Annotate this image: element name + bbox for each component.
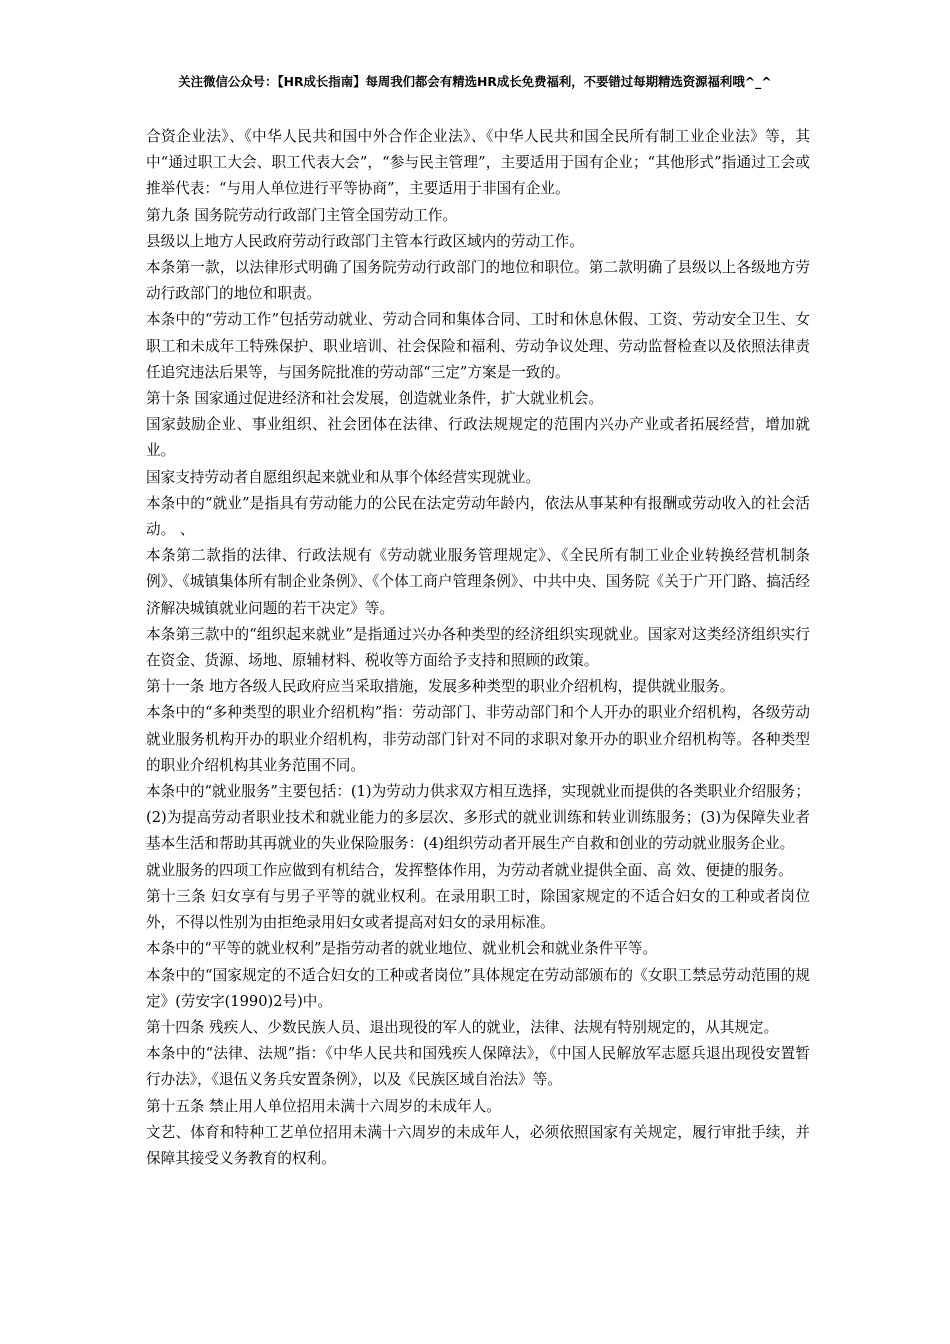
paragraph: 本条中的“就业”是指具有劳动能力的公民在法定劳动年龄内，依法从事某种有报酬或劳动收入的社会活动。 、 <box>146 494 810 539</box>
paragraph: 本条中的“就业服务”主要包括：(1)为劳动力供求双方相互选择，实现就业而提供的各类职业介绍服务；(2)为提高劳动者职业技术和就业能力的多层次、多形式的就业训练和转业训练服务；(3)为保障失业者基本生活和帮助其再就业的失业保险服务：(4)组织劳动者开展生产自救和创业的劳动就业服务企业。 <box>146 783 810 853</box>
paragraph: 合资企业法》、《中华人民共和国中外合作企业法》、《中华人民共和国全民所有制工业企业法》等，其中“通过职工大会、职工代表大会”，“参与民主管理”，主要适用于国有企业；“其他形式”指通过工会或推举代表：“与用人单位进行平等协商”，主要适用于非国有企业。 <box>146 128 810 198</box>
paragraph: 本条中的“多种类型的职业介绍机构”指：劳动部门、非劳动部门和个人开办的职业介绍机构，各级劳动就业服务机构开办的职业介绍机构，非劳动部门针对不同的求职对象开办的职业介绍机构等。各种类型的职业介绍机构其业务范围不同。 <box>146 704 810 774</box>
paragraph: 国家支持劳动者自愿组织起来就业和从事个体经营实现就业。 <box>146 468 541 486</box>
paragraph: 文艺、体育和特种工艺单位招用未满十六周岁的未成年人，必须依照国家有关规定，履行审批手续，并保障其接受义务教育的权利。 <box>146 1123 810 1167</box>
paragraph: 就业服务的四项工作应做到有机结合，发挥整体作用，为劳动者就业提供全面、高 效、便捷的服务。 <box>146 861 793 879</box>
paragraph: 国家鼓励企业、事业组织、社会团体在法律、行政法规规定的范围内兴办产业或者拓展经营，增加就业。 <box>146 416 810 460</box>
page-header-banner: 关注微信公众号：【HR成长指南】每周我们都会有精选HR成长免费福利，不要错过每期精选资源福利哦^_^ <box>178 74 772 89</box>
paragraph: 本条第一款，以法律形式明确了国务院劳动行政部门的地位和职位。第二款明确了县级以上各级地方劳动行政部门的地位和职责。 <box>146 259 810 303</box>
paragraph: 本条中的“劳动工作”包括劳动就业、劳动合同和集体合同、工时和休息休假、工资、劳动安全卫生、女职工和未成年工特殊保护、职业培训、社会保险和福利、劳动争议处理、劳动监督检查以及依照法律责任追究违法后果等，与国务院批准的劳动部“三定”方案是一致的。 <box>146 311 810 381</box>
article-heading: 第十三条 妇女享有与男子平等的就业权利。在录用职工时，除国家规定的不适合妇女的工种或者岗位外，不得以性别为由拒绝录用妇女或者提高对妇女的录用标准。 <box>146 887 810 932</box>
paragraph: 本条第三款中的“组织起来就业”是指通过兴办各种类型的经济组织实现就业。国家对这类经济组织实行在资金、货源、场地、原辅材料、税收等方面给予支持和照顾的政策。 <box>146 625 810 670</box>
article-heading: 第九条 国务院劳动行政部门主管全国劳动工作。 <box>146 206 458 224</box>
article-heading: 第十条 国家通过促进经济和社会发展，创造就业条件，扩大就业机会。 <box>146 390 604 408</box>
article-heading: 第十四条 残疾人、少数民族人员、退出现役的军人的就业，法律、法规有特别规定的，从其规定。 <box>146 1018 779 1036</box>
paragraph: 县级以上地方人民政府劳动行政部门主管本行政区域内的劳动工作。 <box>146 232 584 250</box>
article-heading: 第十一条 地方各级人民政府应当采取措施，发展多种类型的职业介绍机构，提供就业服务。 <box>146 678 735 696</box>
document-body <box>146 124 810 1172</box>
paragraph: 本条中的“法律、法规”指：《中华人民共和国残疾人保障法》，《中国人民解放军志愿兵退出现役安置暂行办法》，《退伍义务兵安置条例》，以及《民族区域自治法》等。 <box>146 1045 810 1089</box>
paragraph: 本条中的“国家规定的不适合妇女的工种或者岗位”具体规定在劳动部颁布的《女职工禁忌劳动范围的规定》(劳安字(1990)2号)中。 <box>146 966 810 1010</box>
paragraph: 本条第二款指的法律、行政法规有《劳动就业服务管理规定》、《全民所有制工业企业转换经营机制条例》、《城镇集体所有制企业条例》、《个体工商户管理条例》、中共中央、国务院《关于广开门路、搞活经济解决城镇就业问题的若干决定》等。 <box>146 547 811 617</box>
article-heading: 第十五条 禁止用人单位招用未满十六周岁的未成年人。 <box>146 1097 501 1115</box>
paragraph: 本条中的“平等的就业权利”是指劳动者的就业地位、就业机会和就业条件平等。 <box>146 940 658 958</box>
